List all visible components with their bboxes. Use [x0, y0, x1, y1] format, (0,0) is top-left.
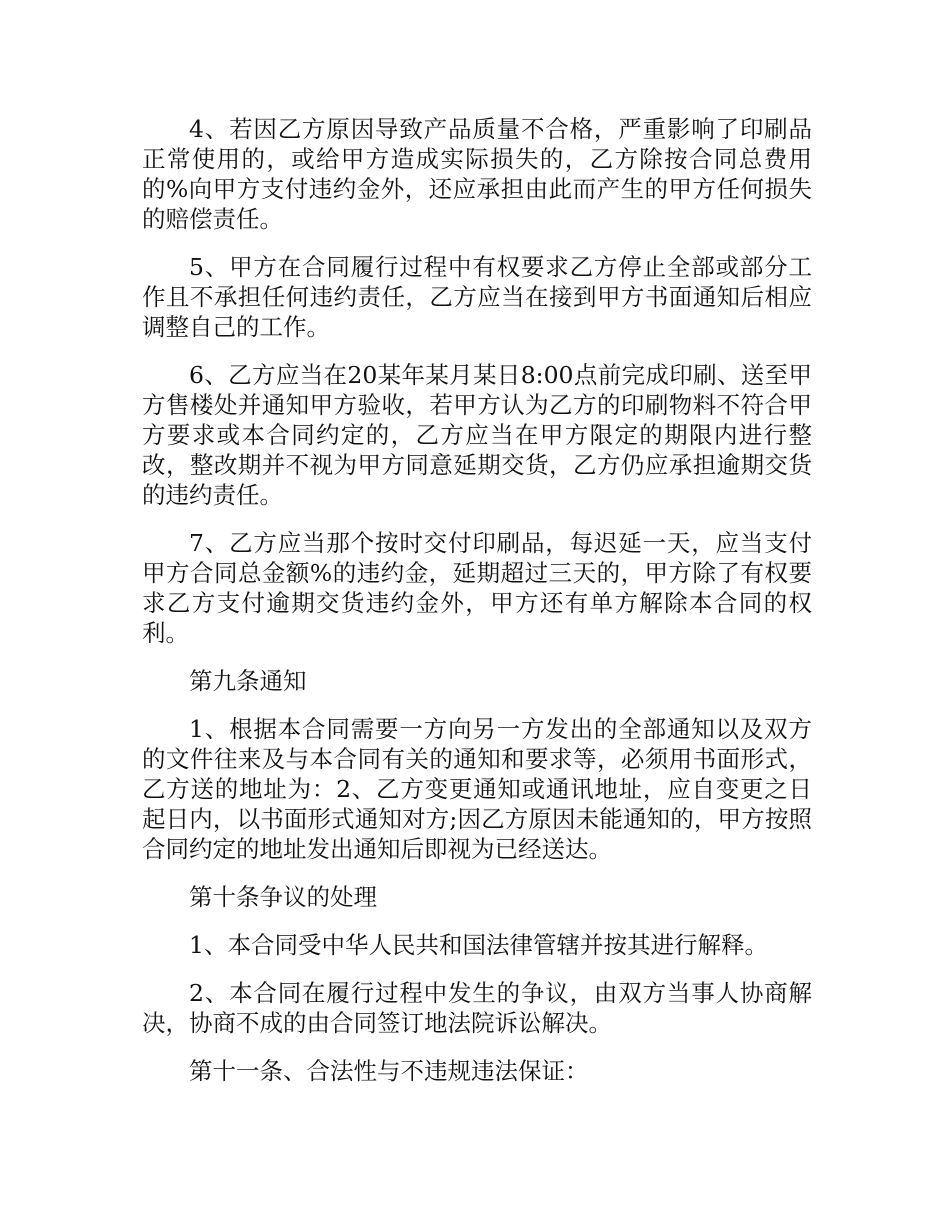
clause-paragraph-dispute-resolution: 2、本合同在履行过程中发生的争议，由双方当事人协商解决，协商不成的由合同签订地法院诉讼解决。 [142, 979, 812, 1037]
clause-paragraph-stop-work: 5、甲方在合同履行过程中有权要求乙方停止全部或部分工作且不承担任何违约责任，乙方应当在接到甲方书面通知后相应调整自己的工作。 [142, 253, 812, 341]
clause-paragraph-delivery-deadline: 6、乙方应当在20某年某月某日8:00点前完成印刷、送至甲方售楼处并通知甲方验收，若甲方认为乙方的印刷物料不符合甲方要求或本合同约定的，乙方应当在甲方限定的期限内进行整改，整改期并不视为甲方同意延期交货，乙方仍应承担逾期交货的违约责任。 [142, 361, 812, 509]
clause-paragraph-penalty-quality: 4、若因乙方原因导致产品质量不合格，严重影响了印刷品正常使用的，或给甲方造成实际损失的，乙方除按合同总费用的%向甲方支付违约金外，还应承担由此而产生的甲方任何损失的赔偿责任。 [142, 115, 812, 233]
document-body [142, 114, 812, 1104]
section-heading-notice: 第九条通知 [189, 667, 307, 695]
section-heading-legality: 第十一条、合法性与不违规违法保证： [189, 1057, 589, 1085]
clause-paragraph-notice: 1、根据本合同需要一方向另一方发出的全部通知以及双方的文件往来及与本合同有关的通知和要求等，必须用书面形式，乙方送的地址为：2、乙方变更通知或通讯地址，应自变更之日起日内，以书面形式通知对方;因乙方原因未能通知的，甲方按照合同约定的地址发出通知后即视为已经送达。 [142, 715, 812, 863]
clause-paragraph-governing-law: 1、本合同受中华人民共和国法律管辖并按其进行解释。 [189, 931, 768, 959]
section-heading-dispute: 第十条争议的处理 [189, 883, 377, 911]
clause-paragraph-late-delivery: 7、乙方应当那个按时交付印刷品，每迟延一天，应当支付甲方合同总金额%的违约金，延期超过三天的，甲方除了有权要求乙方支付逾期交货违约金外，甲方还有单方解除本合同的权利。 [142, 529, 812, 647]
